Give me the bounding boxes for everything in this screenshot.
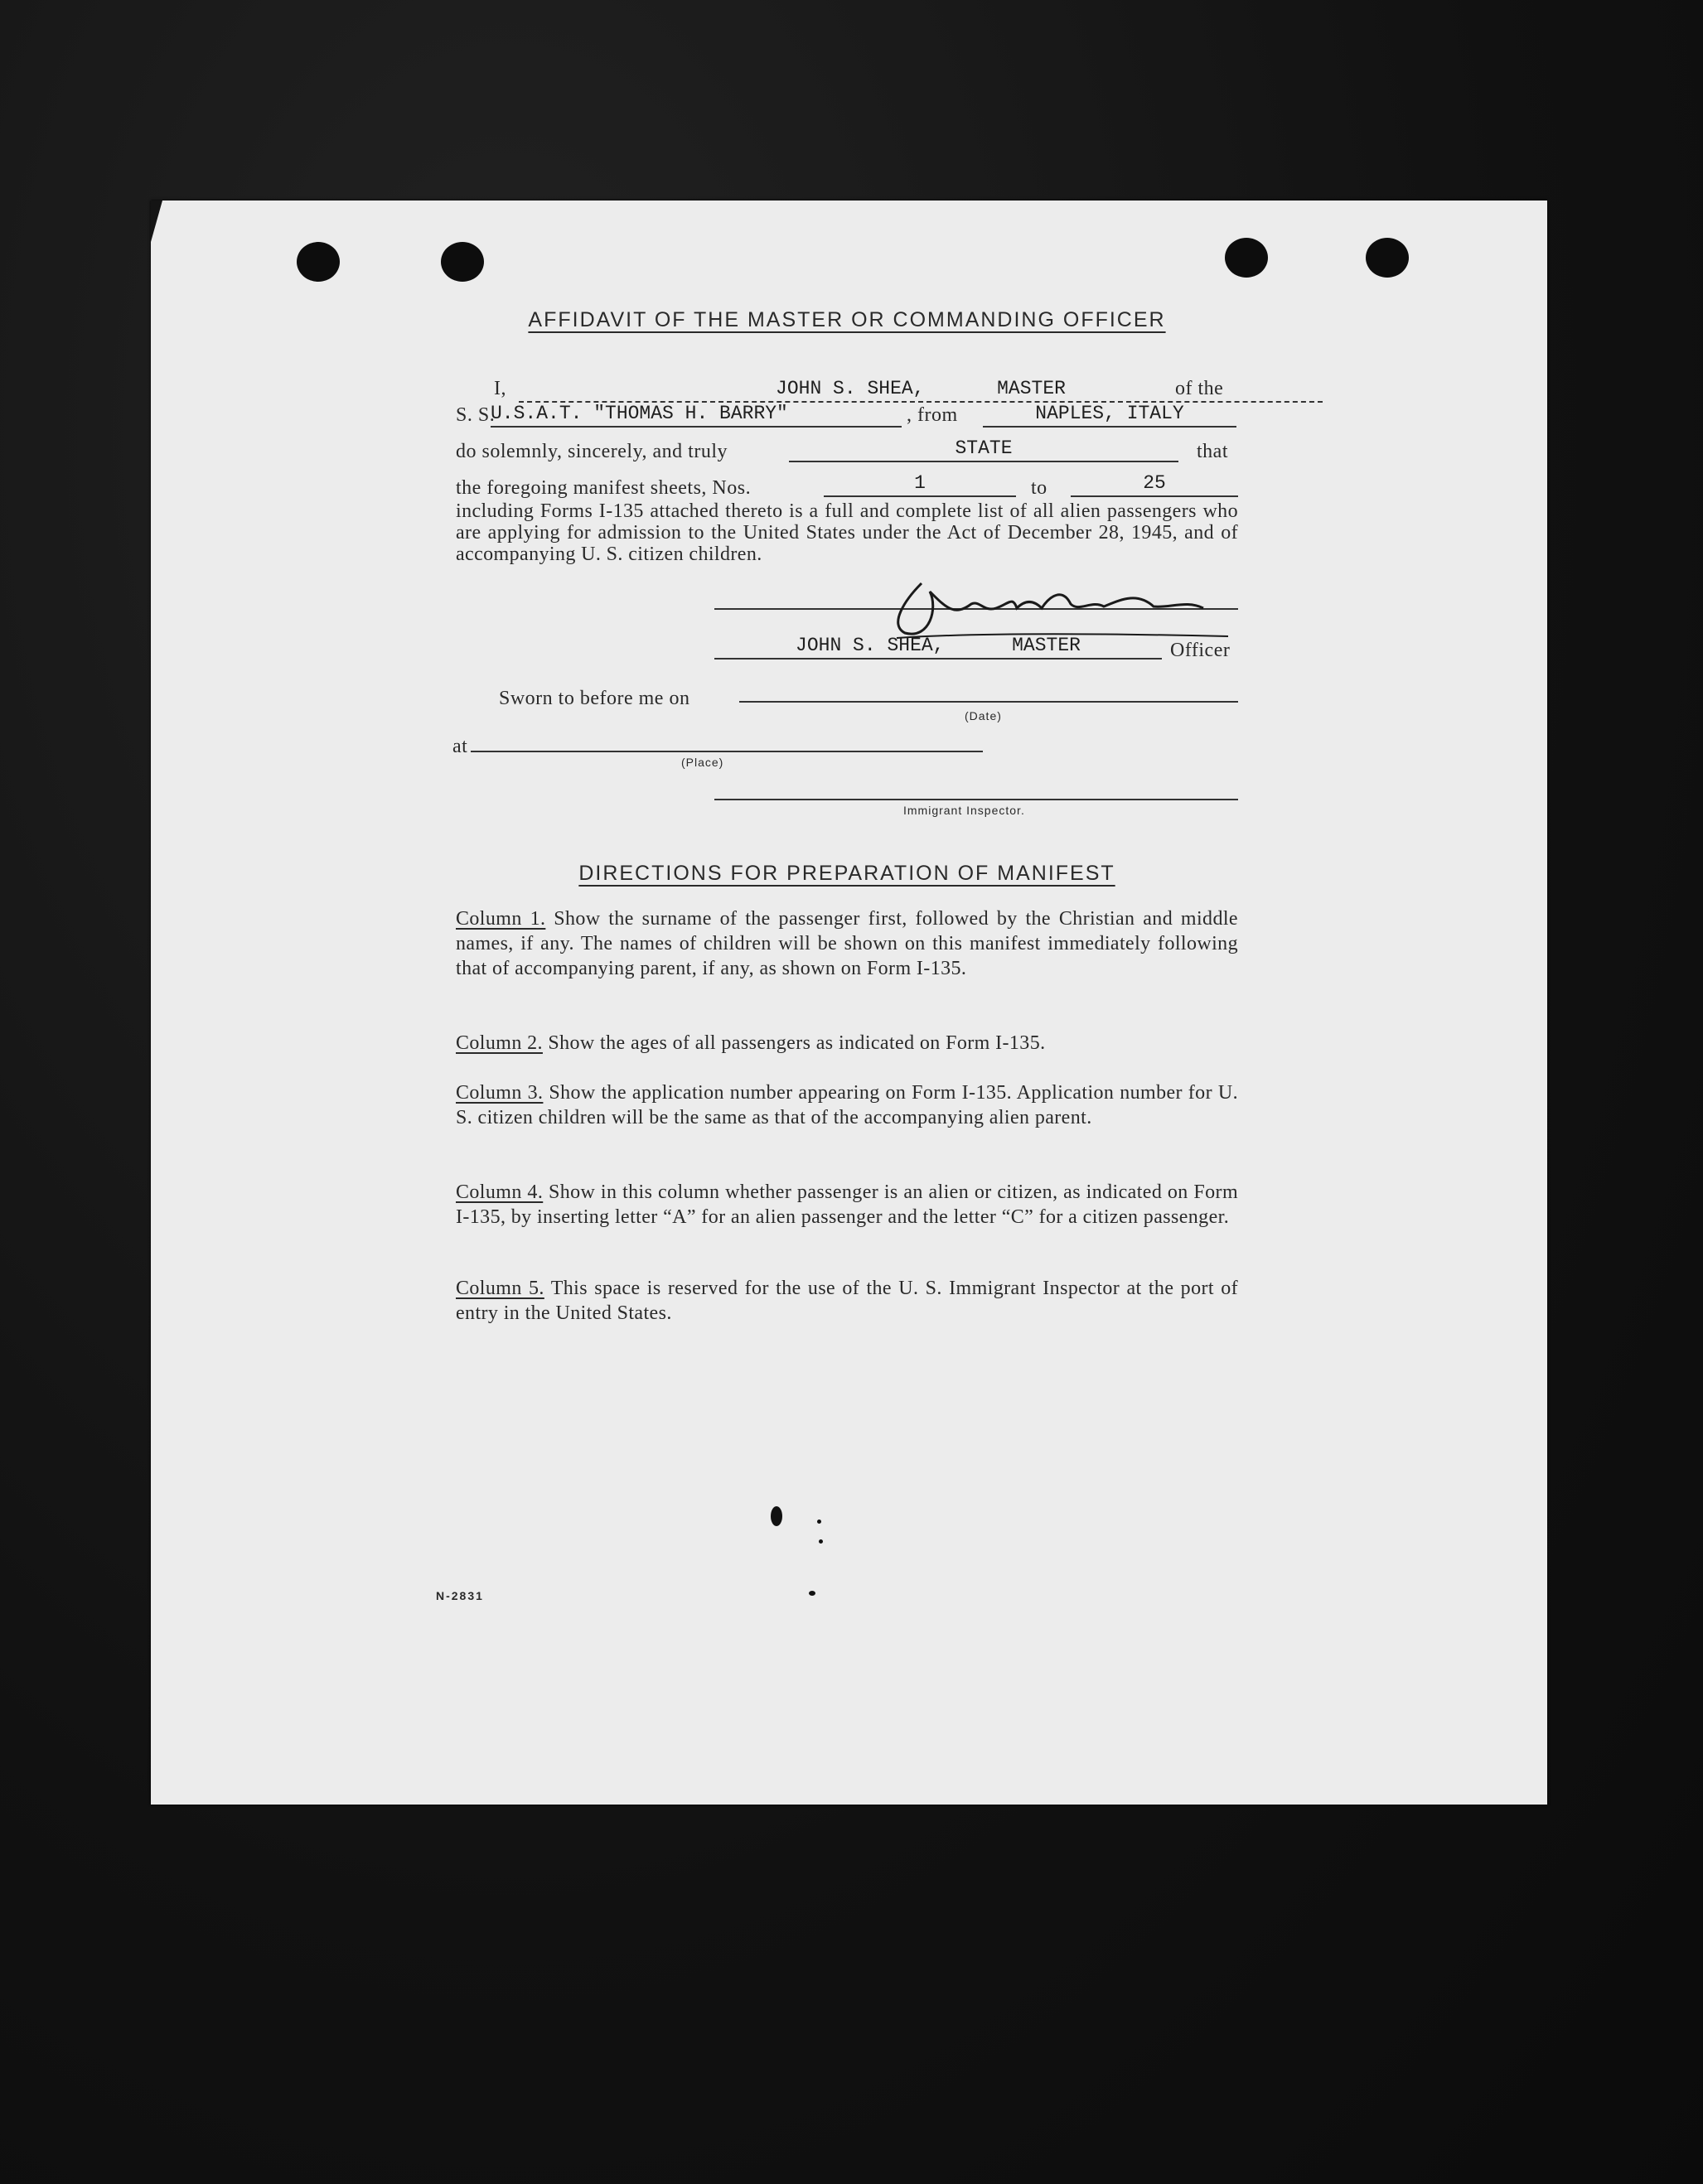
- sworn-label: Sworn to before me on: [499, 688, 690, 709]
- manifest-affidavit-page: [151, 201, 1547, 1805]
- punch-hole: [1366, 238, 1409, 278]
- directions-title: DIRECTIONS FOR PREPARATION OF MANIFEST: [578, 862, 1115, 885]
- line2-mid: , from: [907, 404, 958, 426]
- line3-prefix: do solemnly, sincerely, and truly: [456, 441, 728, 462]
- oath-field: STATE: [789, 436, 1178, 462]
- master-title: MASTER: [997, 378, 1066, 399]
- line3-suffix: that: [1197, 441, 1228, 462]
- ink-spot: [819, 1539, 823, 1544]
- direction-label: Column 1.: [456, 908, 546, 930]
- master-name: JOHN S. SHEA,: [776, 378, 925, 399]
- typed-signer-field: [714, 633, 1162, 660]
- port-field: NAPLES, ITALY: [983, 401, 1236, 428]
- affidavit-title: AFFIDAVIT OF THE MASTER OR COMMANDING OFFICER: [528, 308, 1166, 331]
- direction-label: Column 5.: [456, 1278, 544, 1299]
- direction-label: Column 2.: [456, 1032, 543, 1054]
- direction-text: Show the application number appearing on Form I-135. Application number for U. S. citizen children will be the same as that of the accompanying alien parent.: [456, 1082, 1238, 1128]
- direction-text: This space is reserved for the use of the U. S. Immigrant Inspector at the port of entry in the United States.: [456, 1278, 1238, 1324]
- ink-spot: [809, 1591, 815, 1596]
- direction-column-2: [456, 1031, 1238, 1056]
- typed-signer-title: MASTER: [1012, 635, 1081, 656]
- typed-signer-name: JOHN S. SHEA,: [796, 635, 945, 656]
- sheet-from-field: 1: [824, 471, 1016, 497]
- direction-text: Show the ages of all passengers as indicated on Form I-135.: [548, 1032, 1046, 1054]
- direction-column-5: [456, 1276, 1238, 1326]
- at-label: at: [452, 736, 468, 757]
- inspector-caption: Immigrant Inspector.: [903, 804, 1025, 817]
- direction-column-1: [456, 906, 1238, 981]
- line2-prefix: S. S.: [456, 404, 496, 426]
- direction-column-4: [456, 1180, 1238, 1230]
- direction-text: Show the surname of the passenger first, followed by the Christian and middle names, if any. The names of children will be shown on this manifest immediately following that of accompanying parent, if any, as shown on Form I-135.: [456, 908, 1238, 979]
- line1-prefix: I,: [494, 378, 506, 399]
- direction-text: Show in this column whether passenger is an alien or citizen, as indicated on Form I-135, by inserting letter “A” for an alien passenger and the letter “C” for a citizen passenger.: [456, 1181, 1239, 1228]
- date-caption: (Date): [965, 709, 1002, 722]
- direction-column-3: [456, 1080, 1238, 1130]
- ink-spot: [817, 1520, 821, 1524]
- direction-label: Column 3.: [456, 1082, 544, 1104]
- date-line: [739, 701, 1238, 703]
- inspector-line: [714, 799, 1238, 800]
- line4-mid: to: [1031, 477, 1047, 499]
- place-line: [471, 751, 983, 752]
- affidavit-body: including Forms I-135 attached thereto is a full and complete list of all alien passengers who are applying for admission to the United States under the Act of December 28, 1945, and of accompanying U. S. citizen children.: [456, 500, 1238, 565]
- line4-prefix: the foregoing manifest sheets, Nos.: [456, 477, 752, 499]
- vessel-field: U.S.A.T. "THOMAS H. BARRY": [491, 401, 902, 428]
- sheet-to-field: 25: [1071, 471, 1238, 497]
- line1-suffix: of the: [1175, 378, 1224, 399]
- place-caption: (Place): [681, 756, 724, 769]
- handwritten-signature: [872, 575, 1236, 641]
- form-number: N-2831: [436, 1589, 484, 1602]
- direction-label: Column 4.: [456, 1181, 544, 1203]
- punch-hole: [1225, 238, 1268, 278]
- page-corner: [151, 201, 162, 242]
- ink-spot: [771, 1506, 782, 1526]
- punch-hole: [441, 242, 484, 282]
- punch-hole: [297, 242, 340, 282]
- officer-label: Officer: [1170, 640, 1231, 661]
